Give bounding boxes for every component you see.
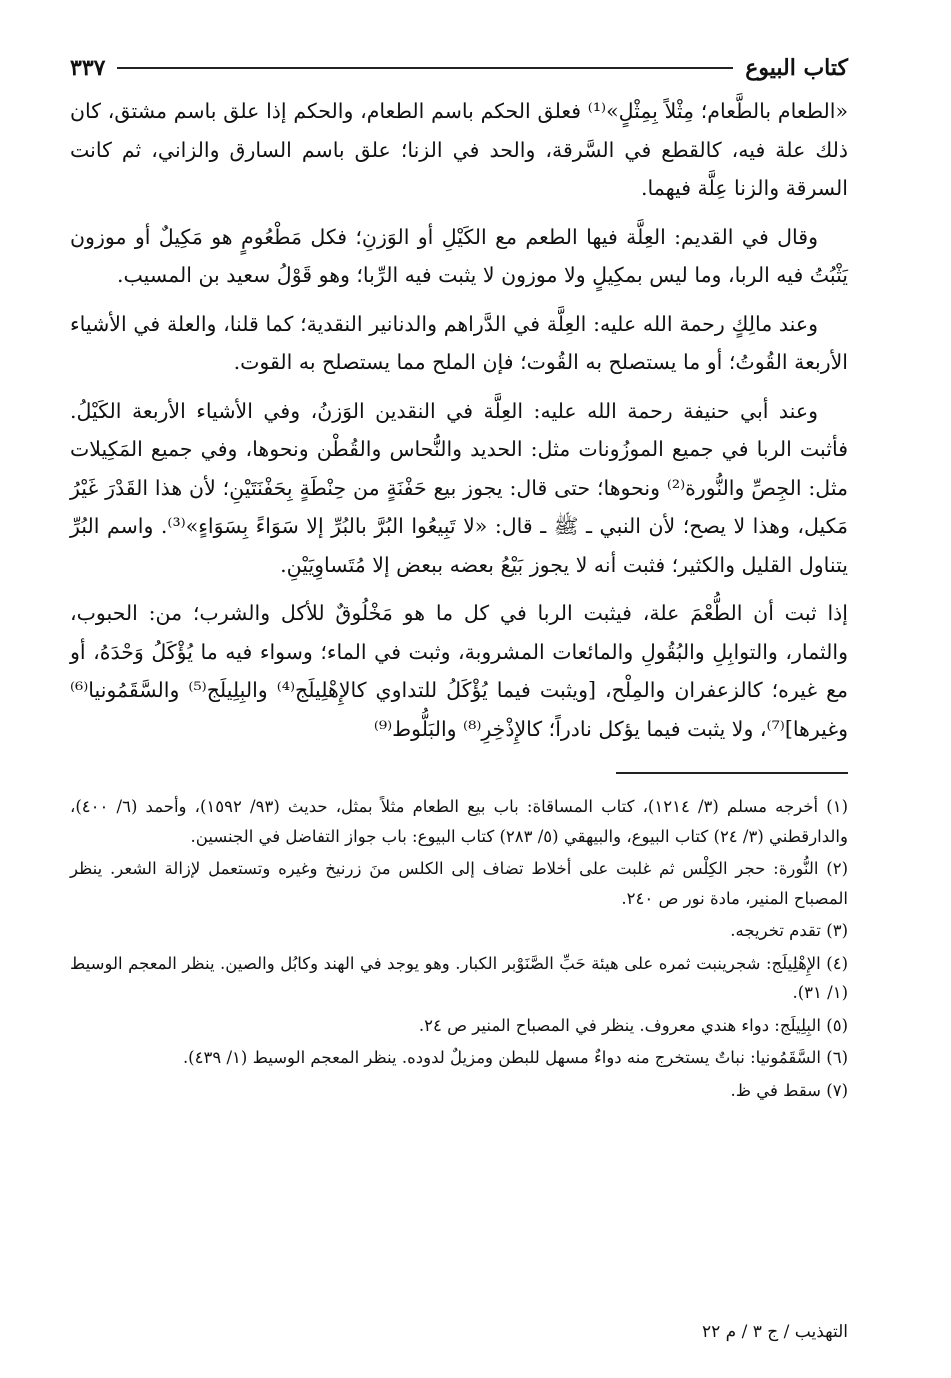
- footnote-separator: [616, 772, 848, 774]
- header-rule: [117, 67, 733, 69]
- footnote: (٦) السَّقَمُونيا: نباتٌ يستخرج منه دواءٌ مسهل للبطن ومزيلٌ لدوده. ينظر المعجم الوسيط (١/ ٤٣٩).: [182, 1048, 848, 1067]
- book-page: [70, 48, 848, 1358]
- signature-mark: التهذيب / ج ٣ / م ٢٢: [701, 1322, 848, 1342]
- footnote: (٤) الإِهْلِيلَج: شجرينبت ثمره على هيئة حَبِّ الصَّنَوْبر الكبار. وهو يوجد في الهند وكابُل والصين. ينظر المعجم الوسيط (١/ ٣١).: [70, 953, 849, 1002]
- footnote: (٥) البِلِيلَج: دواء هندي معروف. ينظر في المصباح المنير ص ٢٤.: [418, 1015, 848, 1035]
- footnotes: [70, 792, 848, 1105]
- page-number: ٣٣٧: [70, 55, 106, 81]
- footnote: (٧) سقط في ظ.: [730, 1080, 848, 1100]
- paragraph: «الطعام بالطَّعام؛ مِثْلاً بِمِثْلٍ»⁽¹⁾ فعلق الحكم باسم الطعام، والحكم إذا علق باسم مشتق، كان ذلك علة فيه، كالقطع في السَّرقة، والحد في الزنا؛ علق باسم السارق والزاني، ثم كانت السرقة والزنا عِلَّة فيهما.: [70, 99, 849, 200]
- paragraph: وقال في القديم: العِلَّة فيها الطعم مع الكَيْلِ أو الوَزنِ؛ فكل مَطْعُومٍ هو مَكِيلٌ أو موزون يَثْبُتُ فيه الربا، وما ليس بمكِيلٍ ولا موزون لا يثبت فيه الرِّبا؛ وهو قَوْلُ سعيد بن المسيب.: [70, 224, 848, 287]
- footnote: (٣) تقدم تخريجه.: [730, 921, 848, 940]
- paragraph: وعند مالِكٍ رحمة الله عليه: العِلَّة في الدَّراهم والدنانير النقدية؛ كما قلنا، والعلة في الأشياء الأربعة القُوتُ؛ أو ما يستصلح به القُوت؛ فإن الملح مما يستصلح به القوت.: [70, 311, 848, 374]
- footnote: (١) أخرجه مسلم (٣/ ١٢١٤)، كتاب المساقاة: باب بيع الطعام مثلاً بمثل، حديث (٩٣/ ١٥٩٢)، وأحمد (٦/ ٤٠٠)، والدارقطني (٣/ ٢٤) كتاب البيوع، والبيهقي (٥/ ٢٨٣) كتاب البيوع: باب جواز التفاضل في الجنسين.: [70, 797, 848, 846]
- paragraph: وعند أبي حنيفة رحمة الله عليه: العِلَّة في النقدين الوَزنُ، وفي الأشياء الأربعة الكَيْلُ. فأثبت الربا في جميع الموزُونات مثل: الحديد والنُّحاس والقُطْن ونحوها، وفي جميع المَكِيلات مثل: الجِصِّ والنُّورة⁽²⁾ ونحوها؛ حتى قال: يجوز بيع حَفْنَةٍ من حِنْطَةٍ بِحَفْنَتَيْنِ؛ لأن هذا القَدْرَ غَيْرُ مَكيل، وهذا لا يصح؛ لأن النبي ـ ﷺ ـ قال: «لا تَبِيعُوا البُرَّ بالبُرِّ إلا سَوَاءً بِسَوَاءٍ»⁽³⁾. واسم البُرِّ يتناول القليل والكثير؛ فثبت أنه لا يجوز بَيْعُ بعضه ببعض إلا مُتَساوِيَيْنِ.: [70, 398, 848, 577]
- main-text: [70, 92, 848, 748]
- paragraph: إذا ثبت أن الطُّعْمَ علة، فيثبت الربا في كل ما هو مَخْلُوقٌ للأكل والشرب؛ من: الحبوب، والثمار، والتوابِلِ والبُقُولِ والمائعات المشروبة، وثبت في الماء؛ وسواء فيه ما يُؤْكَلُ وَحْدَهُ، أو مع غيره؛ كالزعفران والمِلْح، [ويثبت فيما يُؤْكَلُ للتداوي كالإِهْلِيلَج⁽⁴⁾ والبِلِيلَج⁽⁵⁾ والسَّقَمُونيا⁽⁶⁾ وغيرها]⁽⁷⁾، ولا يثبت فيما يؤكل نادراً؛ كالإِذْخِرِ⁽⁸⁾ والبَلُّوط⁽⁹⁾: [70, 601, 848, 741]
- chapter-title: كتاب البيوع: [745, 55, 848, 81]
- running-header: [70, 48, 848, 88]
- footnote: (٢) النُّورة: حجر الكِلْس ثم غلبت على أخلاط تضاف إلى الكلس منَ زرنيخ وغيره وتستعمل لإزالة الشعر. ينظر المصباح المنير، مادة نور ص ٢٤٠.: [70, 859, 848, 908]
